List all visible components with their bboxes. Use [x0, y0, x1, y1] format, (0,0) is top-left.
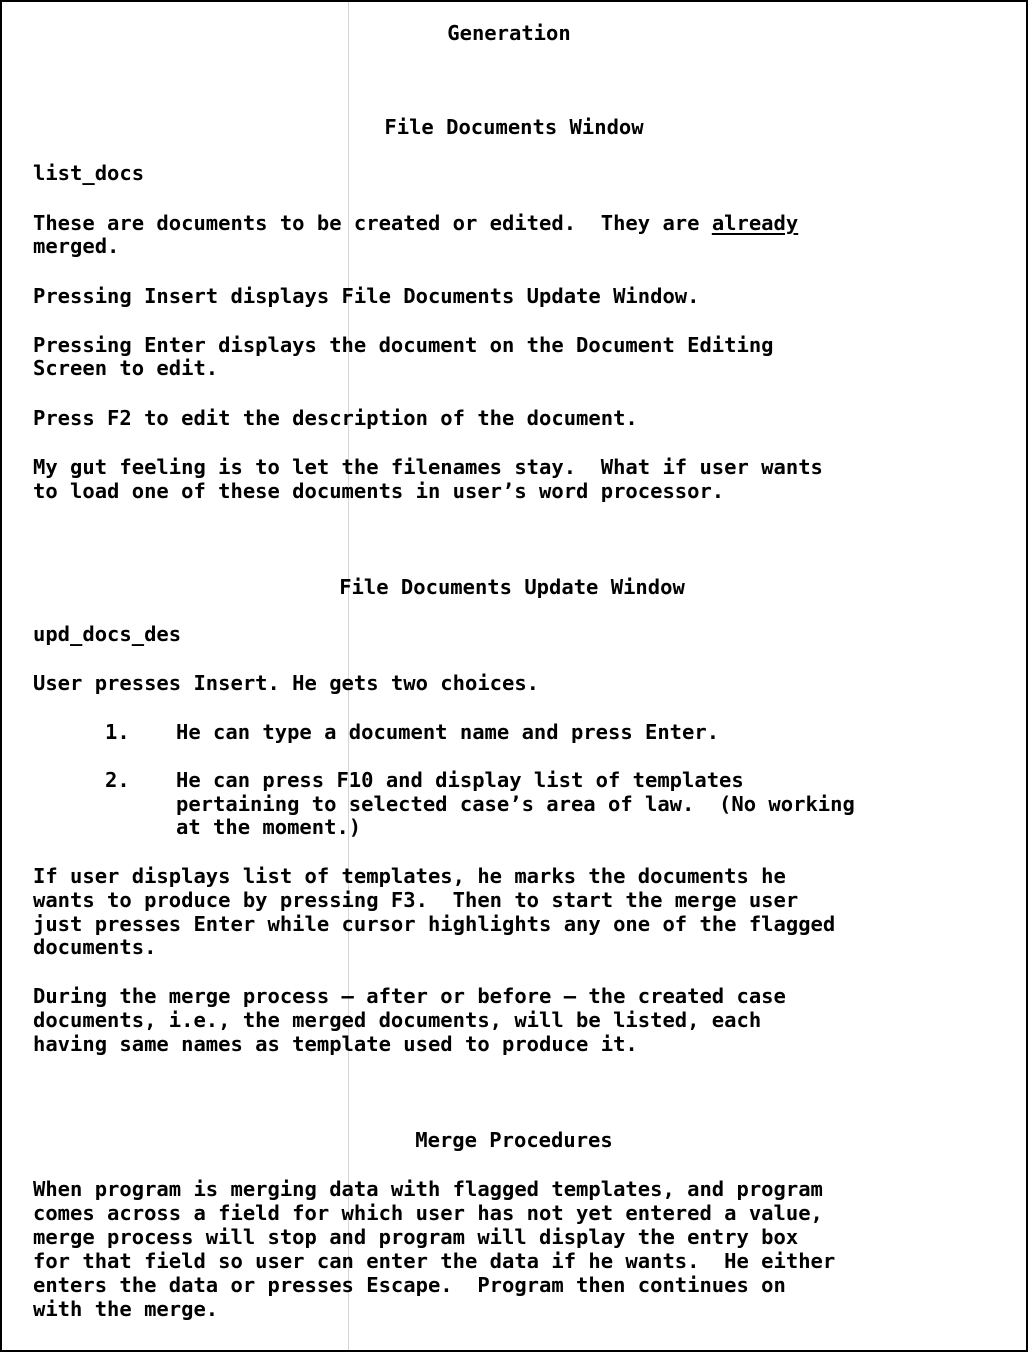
- paragraph-line: with the merge.: [33, 1297, 219, 1321]
- paragraph-line: documents, i.e., the merged documents, will be listed, each: [33, 1008, 762, 1032]
- paragraph-line: User presses Insert. He gets two choices.: [33, 671, 540, 695]
- page-title: Generation: [447, 21, 571, 45]
- paragraph-line: comes across a field for which user has not yet entered a value,: [33, 1201, 823, 1225]
- paragraph-line: merged.: [33, 234, 120, 258]
- paragraph-line: having same names as template used to produce it.: [33, 1032, 638, 1056]
- paragraph-line: Press F2 to edit the description of the document.: [33, 406, 638, 430]
- paragraph-line: When program is merging data with flagged templates, and program: [33, 1177, 823, 1201]
- list-item-text: He can type a document name and press Enter.: [176, 720, 720, 744]
- emphasis-already: already: [711, 211, 799, 235]
- paragraph-line: My gut feeling is to let the filenames stay. What if user wants: [33, 455, 823, 479]
- paragraph-line: for that field so user can enter the data if he wants. He either: [33, 1249, 836, 1273]
- paragraph-text: These are documents to be created or edited. They are: [33, 211, 712, 235]
- paragraph-line: Pressing Enter displays the document on the Document Editing: [33, 333, 774, 357]
- paragraph-line: wants to produce by pressing F3. Then to start the merge user: [33, 888, 799, 912]
- paragraph-line: If user displays list of templates, he marks the documents he: [33, 864, 786, 888]
- section-heading-merge-procedures: Merge Procedures: [415, 1128, 613, 1152]
- section-heading-file-documents-update-window: File Documents Update Window: [339, 575, 685, 599]
- section-code-list-docs: list_docs: [33, 161, 145, 185]
- paragraph-line: Screen to edit.: [33, 356, 219, 380]
- list-item-text: pertaining to selected case’s area of law. (No working: [176, 792, 855, 816]
- paragraph-line: Pressing Insert displays File Documents Update Window.: [33, 284, 700, 308]
- section-code-upd-docs-des: upd_docs_des: [33, 622, 182, 646]
- paragraph-line: [33, 211, 798, 235]
- paragraph-line: just presses Enter while cursor highlights any one of the flagged: [33, 912, 836, 936]
- paragraph-line: to load one of these documents in user’s word processor.: [33, 479, 725, 503]
- list-item-number: 1.: [105, 720, 130, 744]
- paragraph-line: enters the data or presses Escape. Program then continues on: [33, 1273, 786, 1297]
- list-item-text: at the moment.): [176, 815, 362, 839]
- paragraph-line: During the merge process – after or before – the created case: [33, 984, 786, 1008]
- list-item-number: 2.: [105, 768, 130, 792]
- list-item-text: He can press F10 and display list of templates: [176, 768, 744, 792]
- paragraph-line: merge process will stop and program will display the entry box: [33, 1225, 799, 1249]
- section-heading-file-documents-window: File Documents Window: [384, 115, 644, 139]
- paragraph-line: documents.: [33, 935, 157, 959]
